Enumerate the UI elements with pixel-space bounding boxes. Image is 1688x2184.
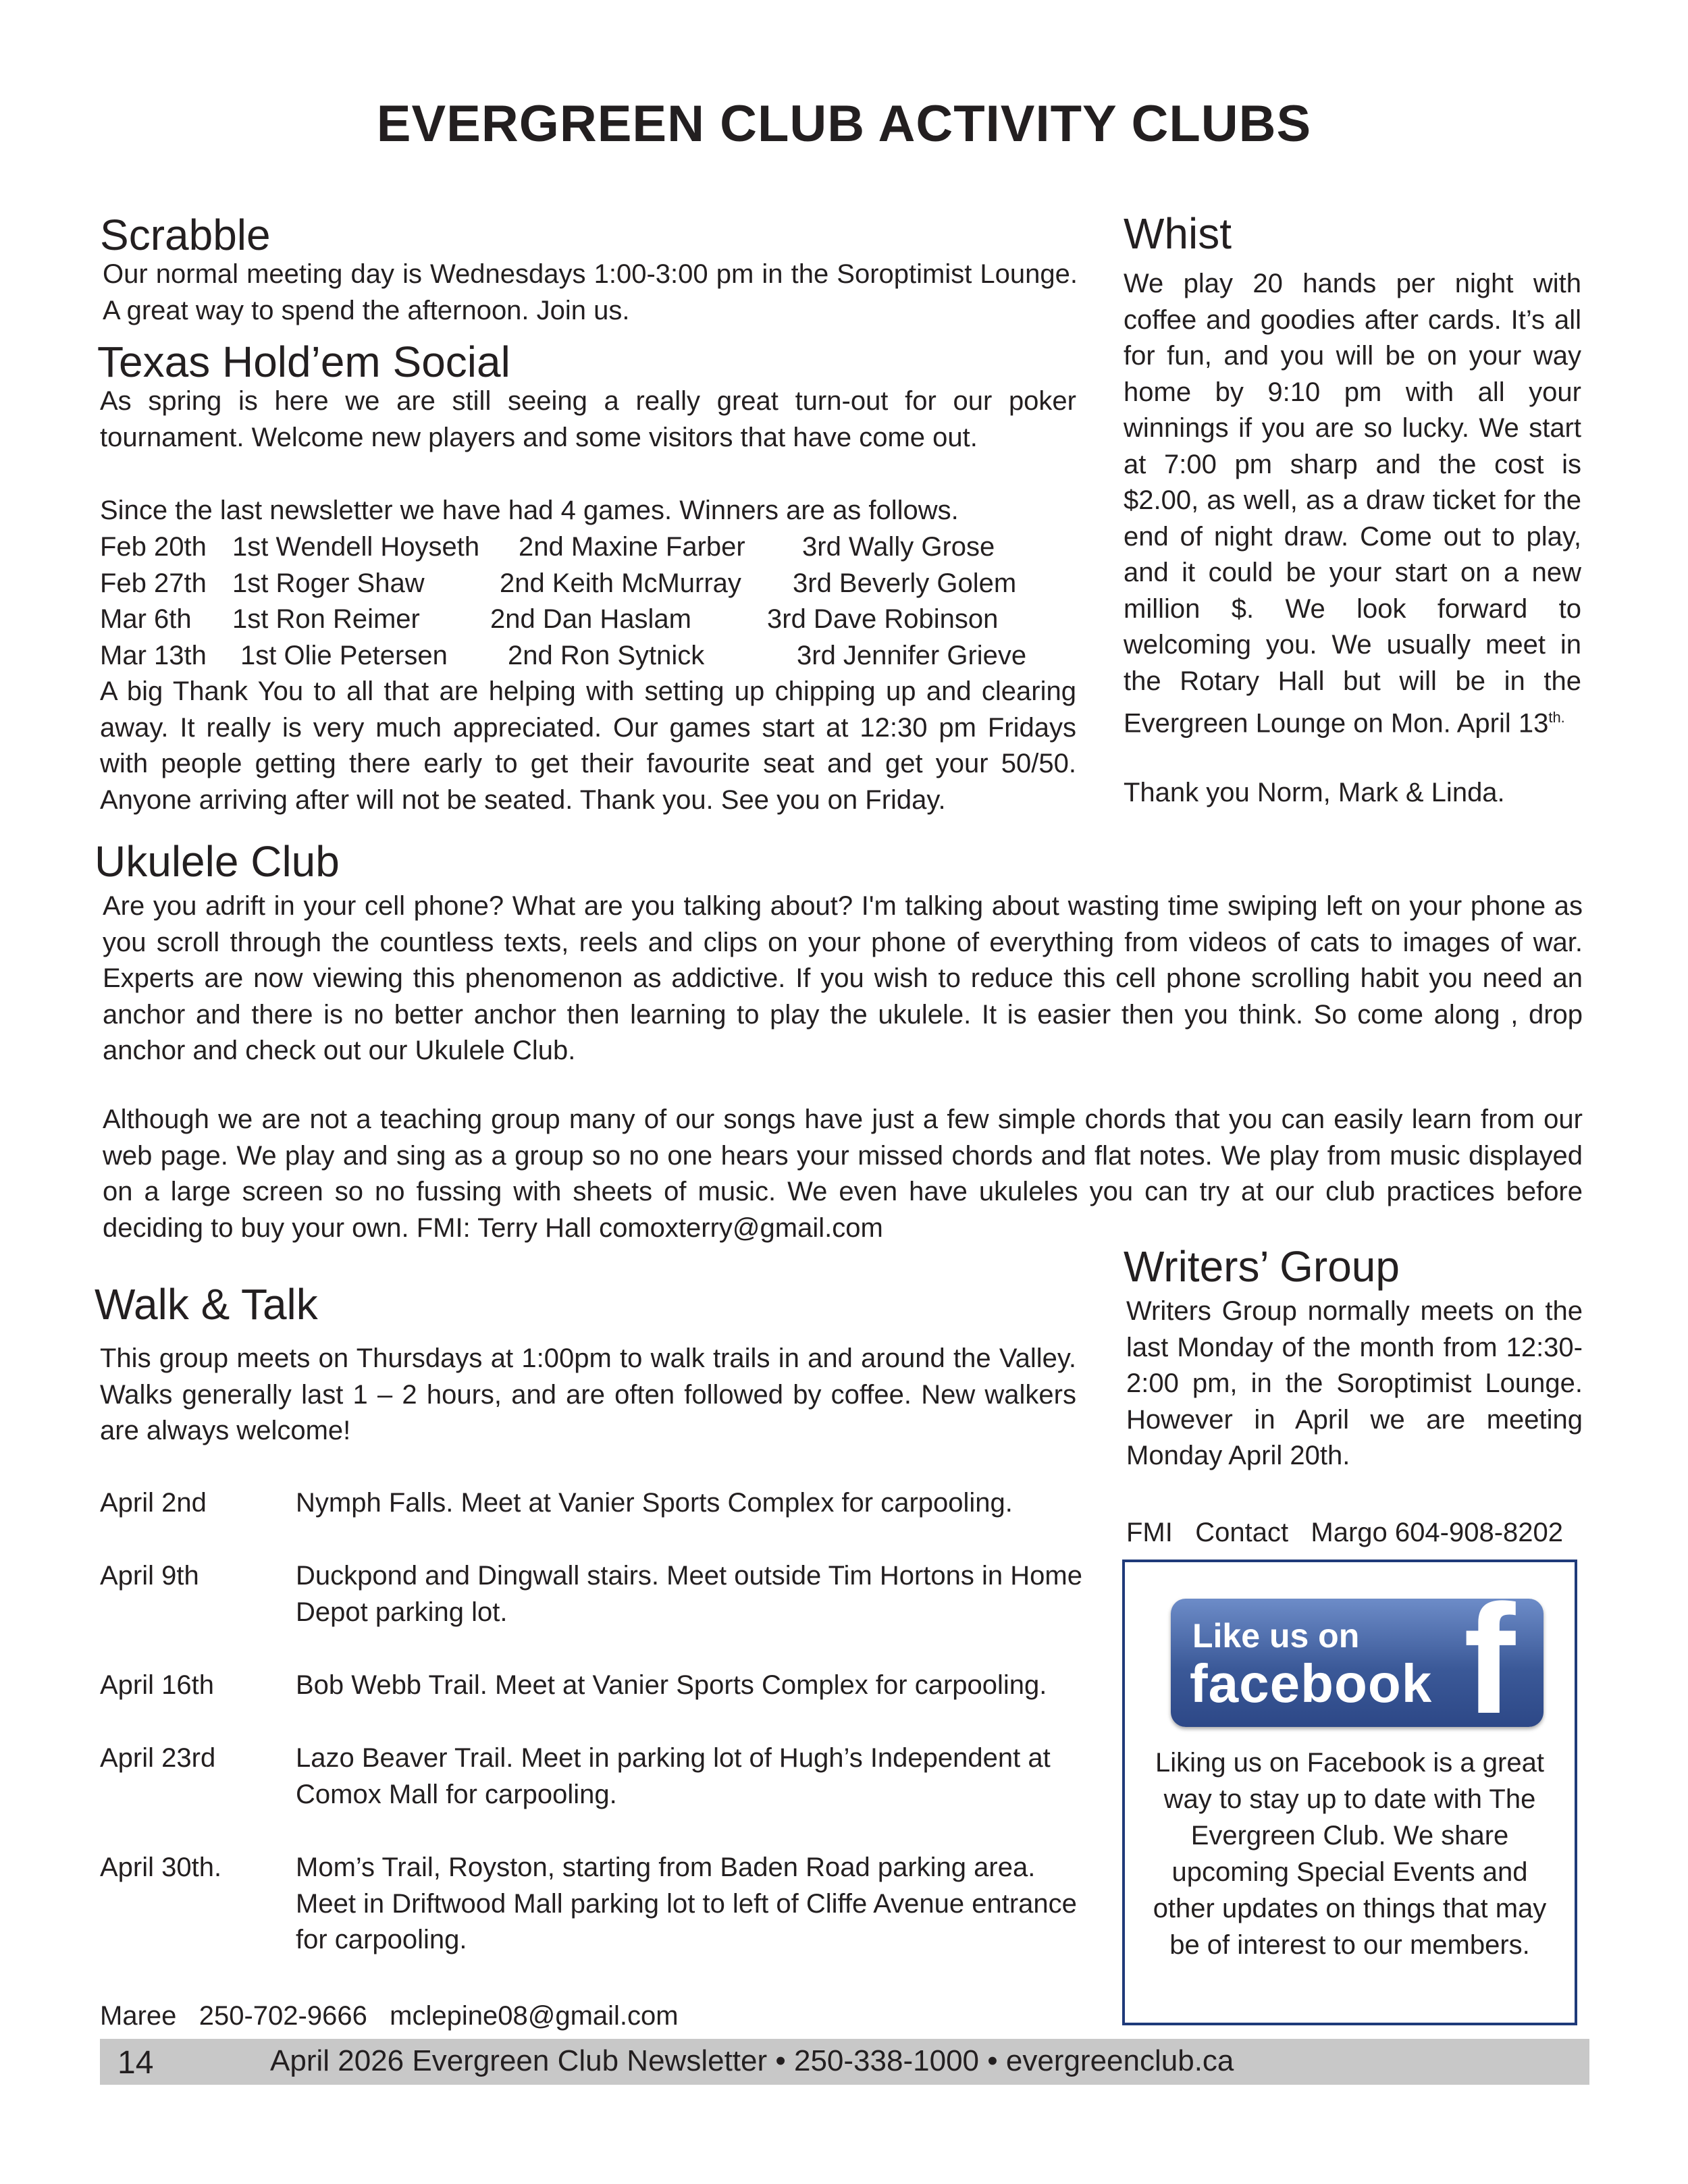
- walk-item: [100, 1485, 1086, 1558]
- page-number: 14: [117, 2045, 154, 2081]
- walk-desc: Mom’s Trail, Royston, starting from Baden Road parking area. Meet in Driftwood Mall parking lot to left of Cliffe Avenue entrance for carpooling.: [296, 1853, 1077, 1954]
- writers-contact: FMI Contact Margo 604-908-8202: [1126, 1518, 1563, 1547]
- facebook-f-icon: f: [1463, 1572, 1516, 1746]
- ukulele-heading: Ukulele Club: [95, 837, 340, 886]
- walk-heading: Walk & Talk: [95, 1280, 318, 1329]
- winner-first: 1st Wendell Hoyseth: [232, 532, 480, 562]
- facebook-logo-word: facebook: [1190, 1653, 1433, 1713]
- winner-date: Feb 20th: [100, 532, 207, 562]
- walk-date: April 2nd: [100, 1488, 207, 1518]
- walk-date: April 23rd: [100, 1743, 216, 1773]
- winner-row: [100, 529, 1076, 566]
- whist-body: We play 20 hands per night with coffee and goodies after cards. It’s all for fun, and you will be on your way home by 9:10 pm with all your winnings if you are so lucky. We start at 7:00 pm sharp and the cost is $2.00, as well, as a draw ticket for the end of night draw. Come out to play, and it could be your start on a new million $. We look forward to welcoming you. We usually meet in the Rotary Hall but will be in the Evergreen Lounge on Mon. April 13: [1124, 269, 1581, 739]
- whist-heading: Whist: [1124, 209, 1232, 258]
- winner-date: Mar 13th: [100, 640, 207, 670]
- winner-first: 1st Ron Reimer: [232, 604, 420, 634]
- walk-date: April 30th.: [100, 1853, 222, 1882]
- winner-third: 3rd Dave Robinson: [767, 604, 999, 634]
- winner-date: Feb 27th: [100, 568, 207, 598]
- winner-date: Mar 6th: [100, 604, 192, 634]
- winner-row: [100, 566, 1076, 602]
- footer-bar: [100, 2039, 1589, 2085]
- walk-item: [100, 1850, 1086, 1959]
- walk-date: April 9th: [100, 1561, 199, 1591]
- scrabble-heading: Scrabble: [100, 211, 271, 259]
- facebook-logo[interactable]: [1171, 1572, 1544, 1746]
- writers-heading: Writers’ Group: [1124, 1242, 1400, 1291]
- writers-text: Writers Group normally meets on the last Monday of the month from 12:30-2:00 pm, in the Soroptimist Lounge. However in April we are meeting Monday April 20th.: [1126, 1296, 1583, 1470]
- winner-second: 2nd Keith McMurray: [500, 568, 741, 598]
- texas-heading: Texas Hold’em Social: [97, 338, 510, 386]
- winner-second: 2nd Maxine Farber: [519, 532, 745, 562]
- winner-second: 2nd Ron Sytnick: [508, 640, 705, 670]
- winner-third: 3rd Jennifer Grieve: [797, 640, 1027, 670]
- ukulele-para2: Although we are not a teaching group many of our songs have just a few simple chords that you can easily learn from our web page. We play and sing as a group so no one hears your missed chords and flat notes. We play from music displayed on a large screen so no fussing with sheets of music. We even have ukuleles you can try at our club practices before deciding to buy your own. FMI: Terry Hall comoxterry@gmail.com: [103, 1104, 1583, 1243]
- winner-row: [100, 602, 1076, 638]
- walk-desc: Bob Webb Trail. Meet at Vanier Sports Complex for carpooling.: [296, 1670, 1047, 1700]
- footer-text: April 2026 Evergreen Club Newsletter • 250-338-1000 • evergreenclub.ca: [270, 2044, 1234, 2077]
- walk-contact: Maree 250-702-9666 mclepine08@gmail.com: [100, 2001, 679, 2031]
- texas-intro: As spring is here we are still seeing a really great turn-out for our poker tournament. Welcome new players and some visitors that have come out.: [100, 386, 1076, 452]
- facebook-logo-like: Like us on: [1192, 1617, 1360, 1655]
- winner-second: 2nd Dan Haslam: [490, 604, 691, 634]
- walk-date: April 16th: [100, 1670, 214, 1700]
- walk-intro: This group meets on Thursdays at 1:00pm to walk trails in and around the Valley. Walks generally last 1 – 2 hours, and are often followed by coffee. New walkers are always welcome!: [100, 1343, 1076, 1445]
- walk-desc: Duckpond and Dingwall stairs. Meet outside Tim Hortons in Home Depot parking lot.: [296, 1561, 1082, 1627]
- ukulele-para1: Are you adrift in your cell phone? What are you talking about? I'm talking about wasting time swiping left on your phone as you scroll through the countless texts, reels and clips on your phone of everything from videos of cats to images of war. Experts are now viewing this phenomenon as addictive. If you wish to reduce this cell phone scrolling habit you need an anchor and there is no better anchor then learning to play the ukulele. It is easier then you think. So come along , drop anchor and check out our Ukulele Club.: [103, 891, 1583, 1065]
- whist-sup: th.: [1548, 709, 1565, 726]
- walk-item: [100, 1740, 1086, 1850]
- walk-desc: Nymph Falls. Meet at Vanier Sports Complex for carpooling.: [296, 1488, 1013, 1518]
- texas-winners-list: [100, 529, 1076, 674]
- scrabble-text: Our normal meeting day is Wednesdays 1:00-3:00 pm in the Soroptimist Lounge. A great way to spend the afternoon. Join us.: [103, 259, 1078, 325]
- winner-first: 1st Olie Petersen: [240, 640, 448, 670]
- texas-since: Since the last newsletter we have had 4 games. Winners are as follows.: [100, 496, 959, 525]
- page-title: EVERGREEN CLUB ACTIVITY CLUBS: [376, 95, 1312, 153]
- winner-first: 1st Roger Shaw: [232, 568, 425, 598]
- winner-third: 3rd Wally Grose: [802, 532, 995, 562]
- winner-row: [100, 638, 1076, 674]
- walk-item: [100, 1668, 1086, 1740]
- whist-signoff: Thank you Norm, Mark & Linda.: [1124, 778, 1505, 807]
- walk-item: [100, 1558, 1086, 1668]
- walk-schedule: [100, 1485, 1086, 1959]
- facebook-box: [1122, 1560, 1577, 2025]
- whist-text: [1124, 266, 1581, 742]
- texas-thanks: A big Thank You to all that are helping with setting up chipping up and clearing away. It really is very much appreciated. Our games start at 12:30 pm Fridays with people getting there early to get their favourite seat and get your 50/50. Anyone arriving after will not be seated. Thank you. See you on Friday.: [100, 676, 1076, 815]
- facebook-text: Liking us on Facebook is a great way to stay up to date with The Evergreen Club. We share upcoming Special Events and other updates on things that may be of interest to our members.: [1153, 1748, 1547, 1960]
- walk-desc: Lazo Beaver Trail. Meet in parking lot of Hugh’s Independent at Comox Mall for carpooling.: [296, 1743, 1051, 1809]
- winner-third: 3rd Beverly Golem: [793, 568, 1017, 598]
